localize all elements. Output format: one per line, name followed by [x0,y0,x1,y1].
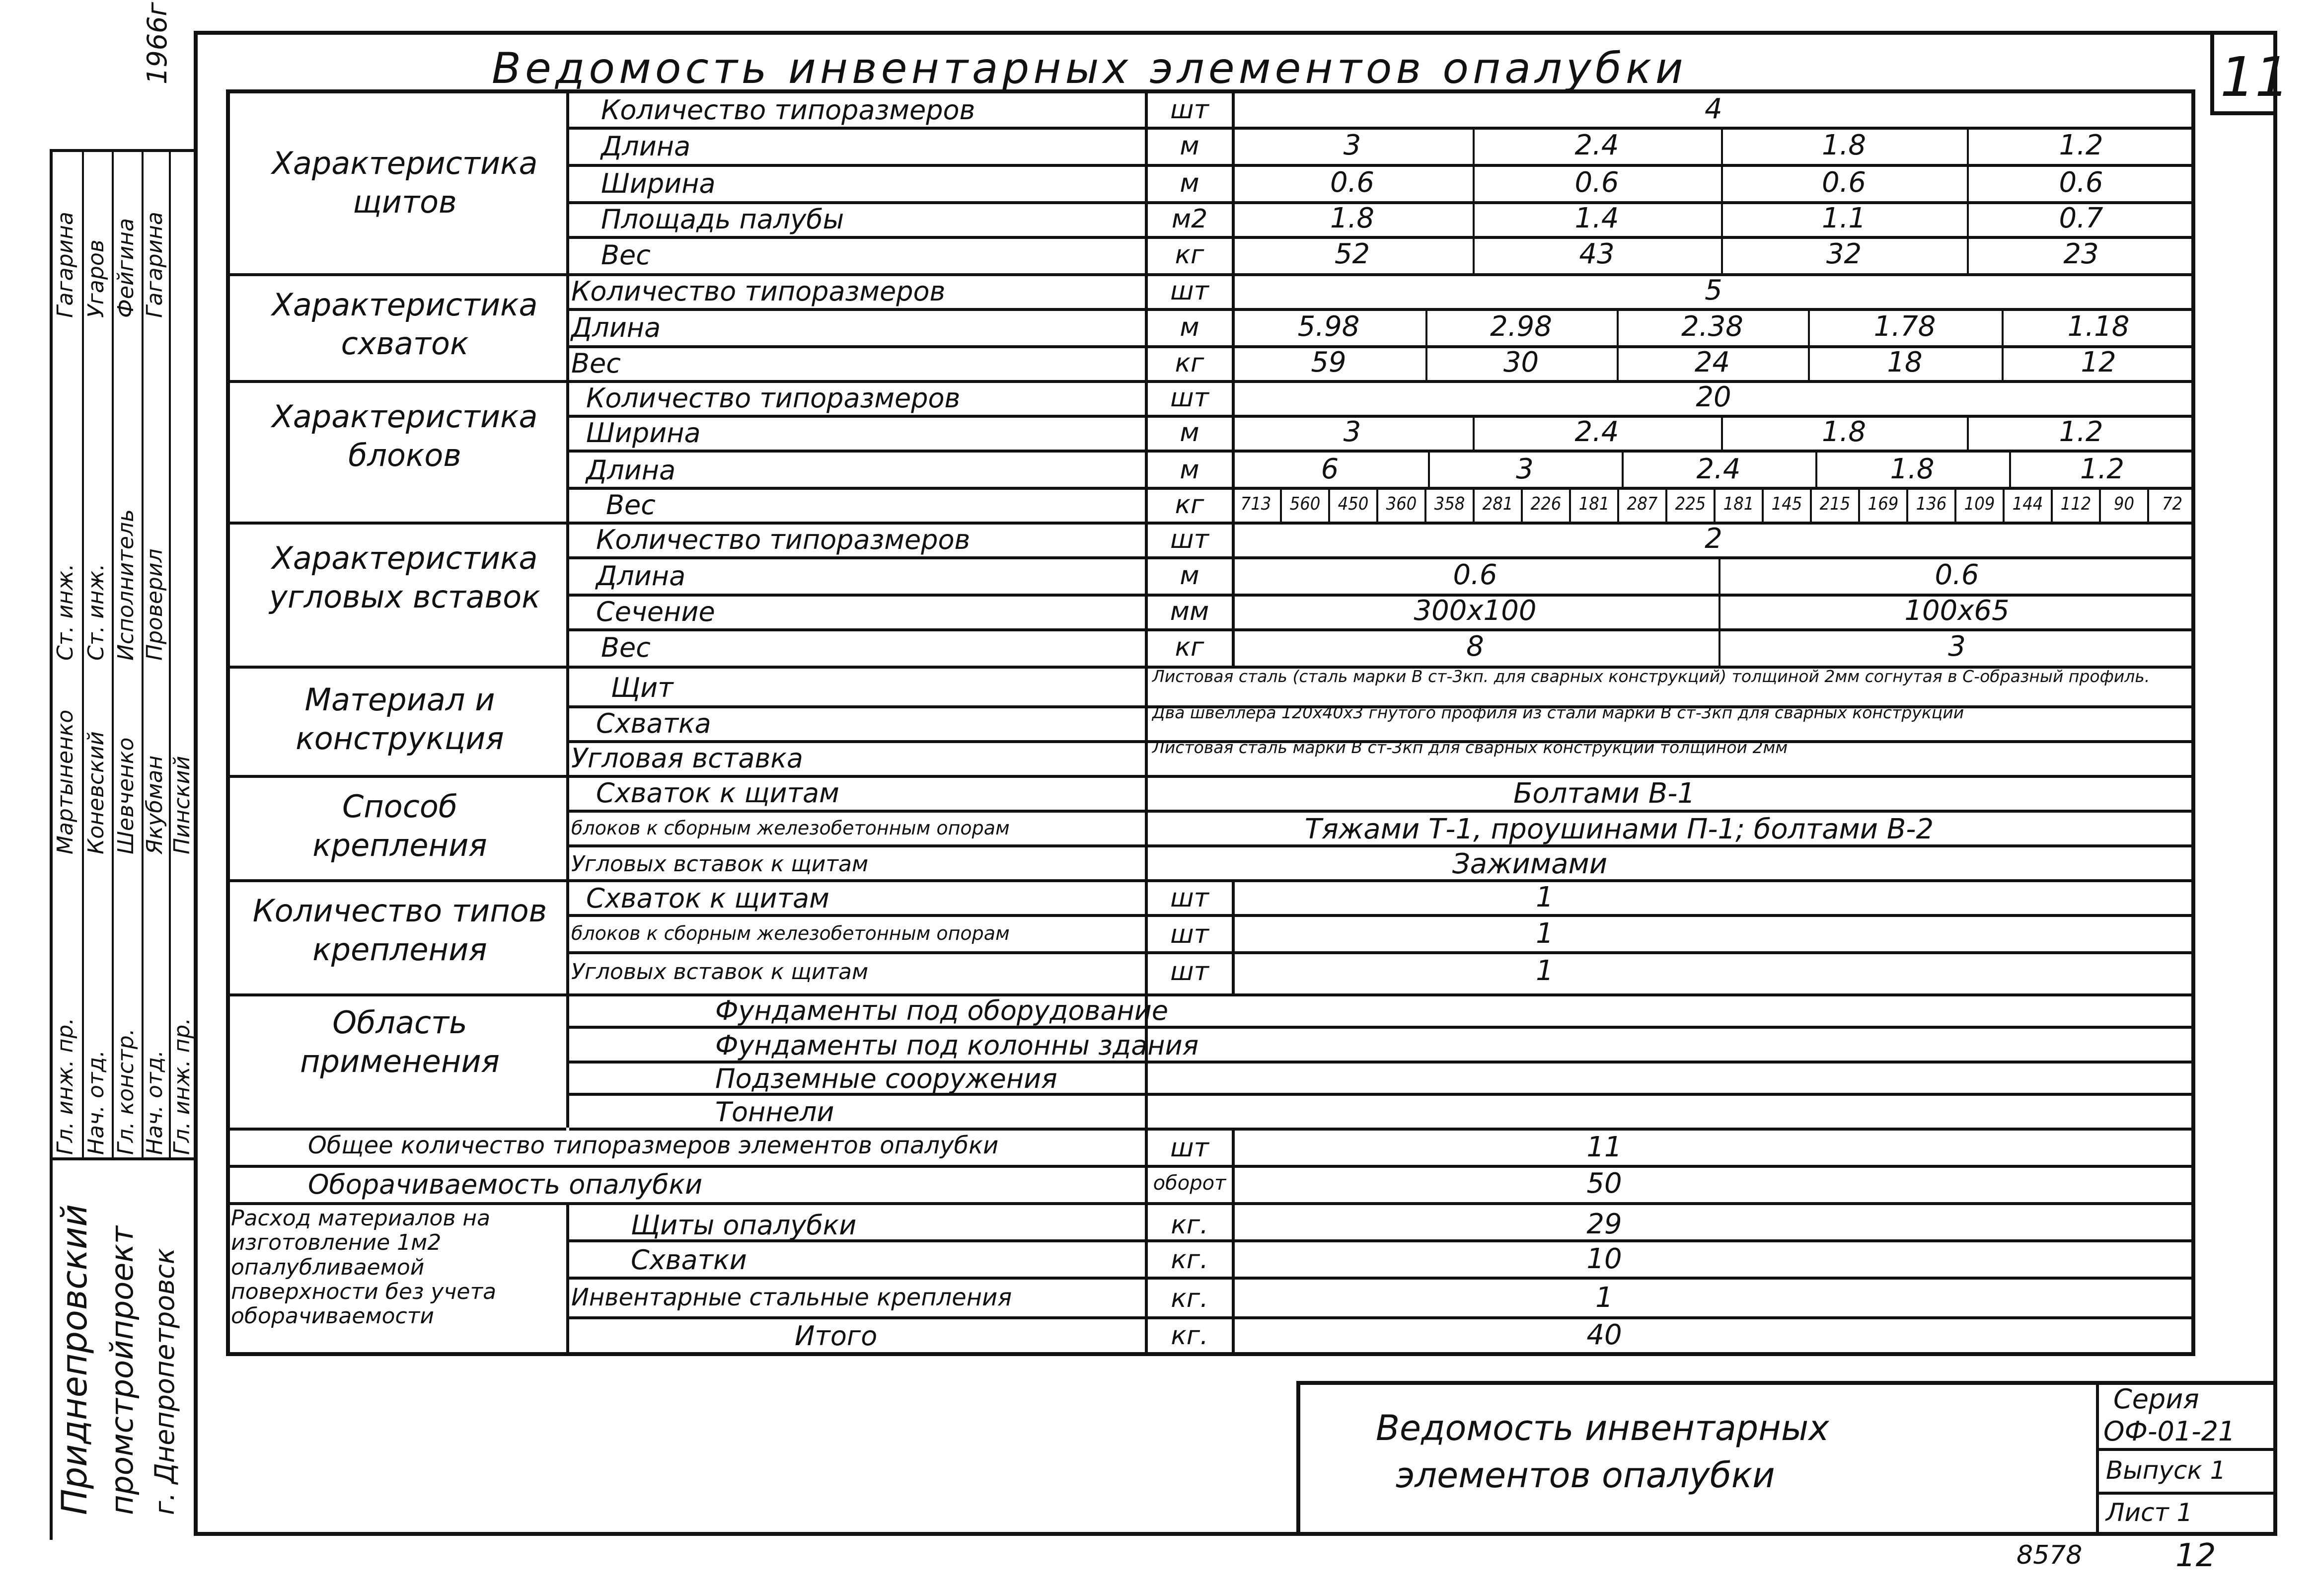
blocks-weight-cell: 181 [1714,487,1762,522]
totals-unit: шт [1170,1133,1209,1163]
clamps-cell: 30 [1503,346,1539,379]
stamp-title-line1: Ведомость инвентарных [1376,1408,1829,1448]
shields-cell: 32 [1826,238,1862,270]
title-block-sep [2096,1381,2099,1536]
shields-cell: 52 [1334,238,1370,270]
material-row-label: Угловая вставка [571,743,803,774]
consumption-unit: кг. [1171,1284,1208,1313]
blocks-cell: 6 [1321,453,1339,485]
corners-cell: 3 [1948,630,1966,663]
shields-cell: 0.6 [1574,166,1619,199]
side-role-8: Исполнитель [113,509,139,661]
shields-cell: 0.7 [2059,202,2103,234]
section-heading-consumption: Расход материалов на изготовление 1м2 опалубливаемой поверхности без учета оборачиваемости [231,1206,497,1329]
material-row-value: Листовая сталь (сталь марки В ст-3кп. для сварных конструкций) толщиной 2мм согнутая в С-образный профиль. [1152,667,2150,686]
clamps-cell: 59 [1311,346,1346,379]
side-org-1: Приднепровский [54,1204,95,1515]
stamp-series-value: ОФ-01-21 [2103,1416,2236,1447]
row-line [566,951,2195,954]
fastening-qty-value: 1 [1536,917,1554,950]
shields-cell: 1.2 [2059,129,2103,161]
clamps-row-label: Количество типоразмеров [571,276,946,307]
blocks-row-unit: кг [1175,490,1204,520]
row-line [566,1316,2195,1319]
blocks-row-label: Вес [606,489,656,521]
side-col-d [169,149,171,1157]
section-line [226,522,2195,525]
clamps-cell: 2.38 [1681,310,1743,343]
corners-row-label: Длина [596,560,686,592]
side-name-9: Гагарина [142,212,167,318]
blocks-weight-cell: 112 [2051,487,2099,522]
section-heading-fastening-qty: Количество типов крепления [252,893,547,968]
fastening-row-value: Зажимами [1452,848,1608,880]
page-title: Ведомость инвентарных элементов опалубки [492,44,1687,93]
application-item: Фундаменты под колонны здания [715,1030,1199,1061]
side-top-line [50,149,194,152]
clamps-row-unit: кг [1175,348,1204,378]
side-role-5: Гл. инж. пр. [169,1017,195,1155]
blocks-cell: 1.8 [1890,453,1935,485]
blocks-row-value: 20 [1696,381,1731,413]
blocks-cell: 2.4 [1696,453,1741,485]
blocks-weight-cell: 136 [1906,487,1954,522]
consumption-label: Щиты опалубки [631,1210,857,1241]
blocks-cell: 1.2 [2080,453,2125,485]
side-org-2: промстройпроект [104,1226,140,1515]
blocks-cell: 1.8 [1821,416,1867,448]
blocks-row-unit: м [1180,455,1199,485]
blocks-weight-cell: 287 [1617,487,1665,522]
material-row-label: Щит [611,672,673,703]
blocks-row-label: Ширина [586,417,701,449]
stamp-title-line2: элементов опалубки [1396,1455,1775,1496]
material-row-label: Схватка [596,708,711,739]
blocks-cell: 2.4 [1574,416,1619,448]
blocks-weight-cell: 90 [2099,487,2147,522]
clamps-cell: 18 [1887,346,1923,379]
shields-cell: 0.6 [1821,166,1867,199]
shields-cell: 0.6 [1330,166,1375,199]
blocks-row-unit: м [1180,418,1199,448]
consumption-value: 10 [1586,1243,1622,1275]
side-role-7: Ст. инж. [83,563,109,661]
corners-cell: 100x65 [1904,595,2010,627]
section-heading-shields: Характеристика щитов [272,145,538,220]
blocks-weight-cell: 109 [1954,487,2003,522]
application-item: Подземные сооружения [715,1063,1057,1094]
row-line [566,415,2195,418]
corners-row-unit: м [1180,561,1199,591]
row-line [566,127,2195,130]
side-role-3: Гл. констр. [113,1028,139,1155]
blocks-weight-cell: 226 [1521,487,1569,522]
shields-row-label: Количество типоразмеров [601,94,975,126]
corners-cell: 8 [1466,630,1484,663]
corners-row-unit: кг [1175,632,1204,662]
side-name-8: Фейгина [113,218,139,318]
consumption-value: 40 [1586,1319,1622,1351]
row-line [226,1165,2195,1168]
clamps-cell: 12 [2081,346,2116,379]
shields-row-unit: м [1180,168,1199,198]
blocks-weight-cell: 215 [1810,487,1858,522]
side-role-2: Нач. отд. [83,1050,109,1155]
blocks-weight-cell: 450 [1328,487,1376,522]
side-name-5: Пинский [169,756,195,854]
application-item: Фундаменты под оборудование [715,995,1169,1026]
application-item: Тоннели [715,1096,834,1128]
blocks-cell: 3 [1516,453,1534,485]
section-heading-material: Материал и конструкция [296,682,504,757]
corners-row-unit: шт [1170,525,1209,554]
blocks-cell: 3 [1343,416,1361,448]
corners-cell: 0.6 [1453,559,1497,591]
side-mid-line [50,1157,194,1160]
shields-cell: 1.4 [1574,202,1619,234]
fastening-qty-value: 1 [1536,955,1554,987]
blocks-weight-cell: 358 [1424,487,1473,522]
clamps-row-value: 5 [1705,274,1722,306]
fastening-row-value: Тяжами Т-1, проушинами П-1; болтами В-2 [1304,813,1934,845]
title-block-row [2096,1492,2277,1495]
section-line [226,273,2195,276]
clamps-cell: 1.18 [2067,310,2130,343]
corners-cell: 300x100 [1414,595,1537,627]
side-name-2: Коневский [83,731,109,854]
shields-row-label: Ширина [601,168,716,199]
shields-cell: 3 [1343,129,1361,161]
corners-cell: 0.6 [1935,559,1979,591]
row-line [566,1277,2195,1280]
consumption-label: Схватки [631,1244,747,1276]
blocks-row-unit: шт [1170,383,1209,413]
blocks-weight-cell: 713 [1240,494,1271,514]
section-heading-blocks: Характеристика блоков [272,398,538,473]
clamps-cell: 1.78 [1873,310,1936,343]
fastening-qty-label: Схваток к щитам [586,883,829,914]
side-name-4: Якубман [142,755,167,854]
consumption-label: Итого [795,1320,878,1352]
fastening-qty-label: Угловых вставок к щитам [571,959,869,985]
blocks-weight-cell: 225 [1665,487,1714,522]
shields-cell: 43 [1579,238,1615,270]
clamps-cell: 24 [1694,346,1730,379]
turnover-value: 50 [1586,1167,1622,1200]
blocks-weight-cell: 144 [2003,487,2051,522]
side-role-4: Нач. отд. [142,1050,167,1155]
shields-cell: 2.4 [1574,129,1619,161]
section-heading-corners: Характеристика угловых вставок [269,540,540,615]
corners-row-unit: мм [1170,597,1209,626]
shields-row-label: Площадь палубы [601,204,844,235]
shields-row-unit: кг [1175,240,1204,270]
blocks-weight-cell: 145 [1762,487,1810,522]
shields-row-unit: м2 [1171,204,1208,234]
blocks-row-label: Количество типоразмеров [586,382,961,414]
stamp-series-label: Серия [2113,1383,2199,1415]
turnover-unit: оборот [1153,1172,1226,1195]
blocks-row-label: Длина [586,455,676,486]
row-line [566,345,2195,348]
side-role-6: Ст. инж. [53,563,78,661]
blocks-weight-cell: 281 [1473,487,1521,522]
blocks-weight-cell: 181 [1569,487,1617,522]
fastening-qty-unit: шт [1170,919,1209,949]
page-number: 12 [2175,1537,2216,1574]
consumption-value: 1 [1595,1282,1613,1314]
corners-row-label: Сечение [596,596,715,627]
clamps-cell: 2.98 [1490,310,1552,343]
consumption-unit: кг. [1171,1210,1208,1240]
blocks-cell: 1.2 [2059,416,2103,448]
clamps-row-unit: шт [1170,276,1209,306]
fastening-qty-unit: шт [1170,957,1209,987]
material-row-value: Два швеллера 120x40x3 гнутого профиля из стали марки В ст-3кп для сварных конструкций [1152,703,1964,722]
section-heading-application: Область применения [300,1004,500,1079]
row-line [566,308,2195,311]
side-name-6: Гагарина [53,212,78,318]
clamps-row-unit: м [1180,312,1199,342]
shields-cell: 1.1 [1821,202,1867,234]
blocks-weight-row [1232,487,2195,522]
fastening-row-label: блоков к сборным железобетонным опорам [571,817,1010,839]
clamps-cell: 5.98 [1297,310,1360,343]
section-line [226,775,2195,778]
fastening-qty-unit: шт [1170,883,1209,913]
material-row-value: Листовая сталь марки В ст-3кп для сварных конструкций толщиной 2мм [1152,738,1788,757]
shields-row-label: Вес [601,239,651,271]
consumption-label: Инвентарные стальные крепления [571,1284,1012,1311]
section-line [226,1128,2195,1131]
side-name-3: Шевченко [113,737,139,854]
shields-cell: 1.8 [1821,129,1867,161]
title-block-row [2096,1448,2277,1451]
shields-row-unit: м [1180,131,1199,161]
shields-row-unit: шт [1170,95,1209,125]
blocks-weight-cell: 560 [1280,487,1328,522]
clamps-row-label: Вес [571,348,621,379]
fastening-qty-label: блоков к сборным железобетонным опорам [571,922,1010,944]
turnover-label: Оборачиваемость опалубки [308,1169,703,1200]
shields-cell: 1.8 [1330,202,1375,234]
shields-row-label: Длина [601,131,691,162]
archive-code: 8578 [2017,1540,2083,1570]
side-city: г. Днепропетровск [149,1248,180,1515]
section-line [226,380,2195,383]
fastening-qty-value: 1 [1536,881,1554,913]
corners-row-label: Количество типоразмеров [596,524,971,555]
col-sep-unit-b [1145,879,1148,1356]
row-line [566,164,2195,167]
shields-cell: 23 [2063,238,2099,270]
side-name-1: Мартыненко [53,709,78,854]
consumption-unit: кг. [1171,1245,1208,1275]
year: 1966г [142,2,173,84]
fastening-row-value: Болтами В-1 [1513,777,1696,810]
row-line [566,236,2195,239]
clamps-row-label: Длина [571,312,661,343]
blocks-weight-cell: 360 [1376,487,1424,522]
row-line [566,450,2195,453]
section-heading-clamps: Характеристика схваток [272,287,538,362]
consumption-unit: кг. [1171,1321,1208,1351]
side-role-1: Гл. инж. пр. [53,1017,78,1155]
stamp-sheet: Лист 1 [2106,1498,2193,1527]
row-line [566,914,2195,917]
side-role-9: Проверил [142,548,167,661]
blocks-weight-cell: 169 [1858,487,1906,522]
stamp-issue: Выпуск 1 [2106,1456,2226,1485]
corners-row-value: 2 [1705,523,1722,555]
totals-label: Общее количество типоразмеров элементов опалубки [308,1132,999,1159]
corners-row-label: Вес [601,632,651,663]
fastening-row-label: Схваток к щитам [596,777,839,809]
section-heading-fastening: Способ крепления [312,788,487,863]
totals-value: 11 [1586,1131,1622,1163]
shields-cell: 0.6 [2059,166,2103,199]
sheet-number: 11 [2220,45,2290,109]
row-line [566,810,2195,813]
blocks-weight-cell: 72 [2147,487,2195,522]
side-name-7: Угаров [83,239,109,318]
shields-row-value: 4 [1705,93,1722,125]
section-line [226,1202,2195,1205]
consumption-value: 29 [1586,1208,1622,1240]
fastening-row-label: Угловых вставок к щитам [571,851,869,877]
section-line [226,879,2195,882]
section-line [226,993,2195,996]
